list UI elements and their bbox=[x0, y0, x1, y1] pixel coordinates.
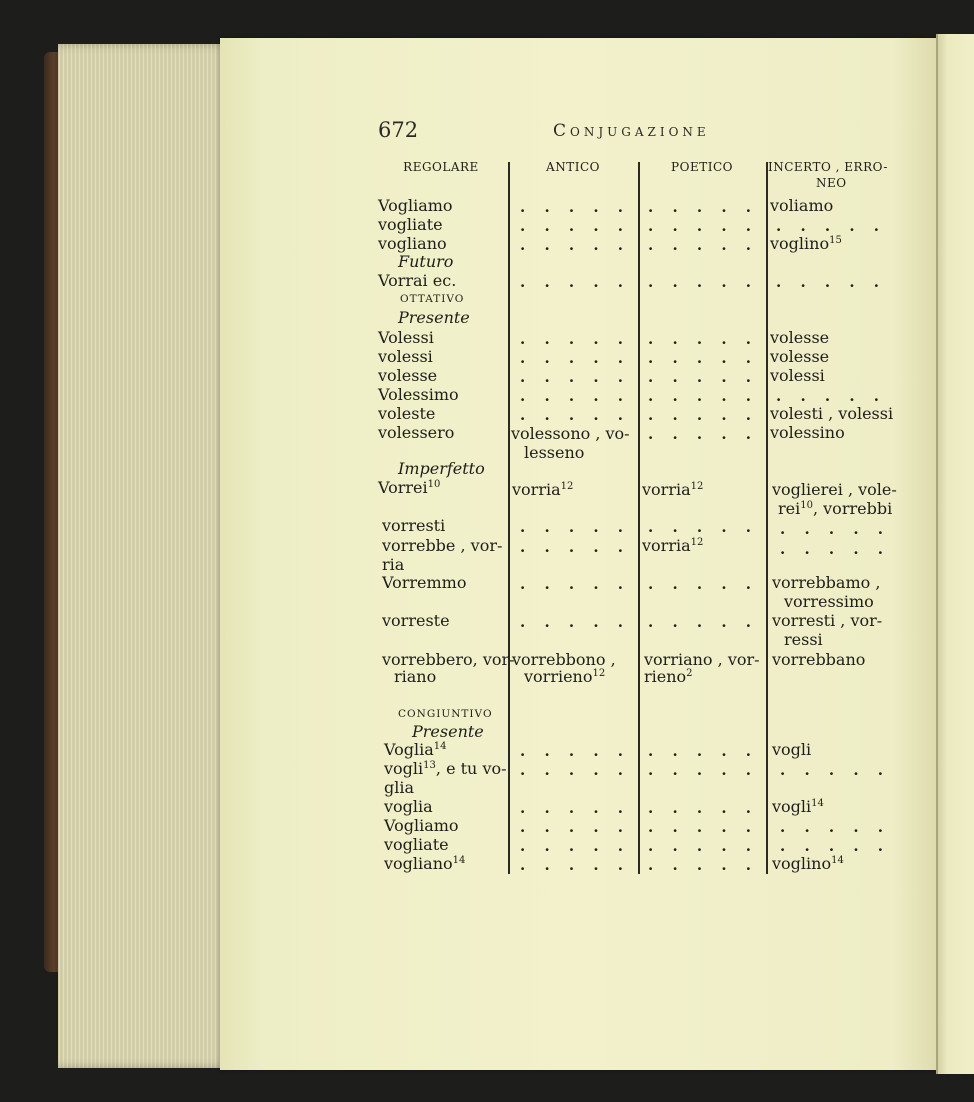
section-futuro: Futuro bbox=[398, 252, 454, 271]
regolare-cell: Volessi bbox=[378, 328, 434, 347]
dots-antico: . . . . . bbox=[520, 538, 630, 556]
regolare-cell: voglia bbox=[384, 797, 433, 816]
dots-antico: . . . . . bbox=[520, 349, 630, 367]
incerto-cell: rei$^{10}$, vorrebbi bbox=[778, 499, 893, 518]
dots-antico: . . . . . bbox=[520, 198, 630, 216]
dots-antico: . . . . . bbox=[520, 761, 630, 779]
dots-poetico: . . . . . bbox=[648, 856, 758, 874]
dots-antico: . . . . . bbox=[520, 837, 630, 855]
dots-poetico: . . . . . bbox=[648, 837, 758, 855]
regolare-cell: vorresti bbox=[382, 516, 446, 535]
dots-incerto: . . . . . bbox=[776, 273, 886, 291]
running-title: Conjugazione bbox=[553, 121, 710, 141]
dots-antico: . . . . . bbox=[520, 217, 630, 235]
antico-cell: lesseno bbox=[524, 443, 585, 462]
column-rule bbox=[508, 162, 510, 874]
dots-antico: . . . . . bbox=[520, 799, 630, 817]
regolare-cell: vogli$^{13}$, e tu vo- bbox=[384, 759, 507, 778]
incerto-cell: volesse bbox=[770, 347, 830, 366]
regolare-cell: vorrebbe , vor- bbox=[382, 536, 503, 555]
antico-cell: vorrieno$^{12}$ bbox=[524, 667, 606, 686]
dots-poetico: . . . . . bbox=[648, 575, 758, 593]
incerto-cell: voglino$^{15}$ bbox=[770, 234, 842, 253]
incerto-cell: ressi bbox=[784, 630, 823, 649]
column-header-poetico: POETICO bbox=[671, 160, 733, 174]
regolare-cell: Vogliamo bbox=[378, 196, 453, 215]
dots-poetico: . . . . . bbox=[648, 236, 758, 254]
incerto-cell: volessino bbox=[770, 423, 845, 442]
page-edges bbox=[58, 44, 230, 1068]
dots-incerto: . . . . . bbox=[780, 818, 890, 836]
regolare-cell: ria bbox=[382, 555, 405, 574]
dots-poetico: . . . . . bbox=[648, 330, 758, 348]
regolare-cell: volessi bbox=[378, 347, 433, 366]
antico-cell: volessono , vo- bbox=[511, 424, 630, 443]
incerto-cell: voglino$^{14}$ bbox=[772, 854, 844, 873]
regolare-cell: volesse bbox=[378, 366, 438, 385]
column-header-regolare: REGOLARE bbox=[403, 160, 479, 174]
dots-antico: . . . . . bbox=[520, 406, 630, 424]
section-imperfetto: Imperfetto bbox=[398, 459, 485, 478]
regolare-cell: vorrebbero, vor- bbox=[382, 650, 515, 669]
section-presente: Presente bbox=[398, 308, 470, 327]
dots-poetico: . . . . . bbox=[648, 217, 758, 235]
dots-incerto: . . . . . bbox=[780, 761, 890, 779]
column-header-antico: ANTICO bbox=[546, 160, 600, 174]
dots-incerto: . . . . . bbox=[780, 540, 890, 558]
antico-cell: vorria$^{12}$ bbox=[512, 480, 574, 499]
dots-poetico: . . . . . bbox=[648, 818, 758, 836]
incerto-cell: volesse bbox=[770, 328, 830, 347]
incerto-cell: voglierei , vole- bbox=[772, 480, 897, 499]
regolare-cell: Vorrai ec. bbox=[378, 271, 457, 290]
regolare-cell: Volessimo bbox=[378, 385, 459, 404]
dots-poetico: . . . . . bbox=[648, 387, 758, 405]
dots-poetico: . . . . . bbox=[648, 742, 758, 760]
regolare-cell: volessero bbox=[378, 423, 455, 442]
dots-poetico: . . . . . bbox=[648, 425, 758, 443]
antico-cell: vorrebbono , bbox=[512, 650, 616, 669]
dots-antico: . . . . . bbox=[520, 387, 630, 405]
dots-poetico: . . . . . bbox=[648, 349, 758, 367]
section-ottativo: OTTATIVO bbox=[400, 293, 465, 305]
column-header-incerto-cont: NEO bbox=[816, 176, 847, 190]
dots-poetico: . . . . . bbox=[648, 198, 758, 216]
incerto-cell: vogli bbox=[772, 740, 812, 759]
dots-incerto: . . . . . bbox=[780, 837, 890, 855]
dots-antico: . . . . . bbox=[520, 613, 630, 631]
dots-incerto: . . . . . bbox=[776, 387, 886, 405]
poetico-cell: vorria$^{12}$ bbox=[642, 480, 704, 499]
facing-page-edge bbox=[936, 34, 974, 1074]
dots-incerto: . . . . . bbox=[776, 217, 886, 235]
regolare-cell: vorreste bbox=[382, 611, 450, 630]
page-gutter bbox=[936, 34, 938, 1074]
poetico-cell: vorria$^{12}$ bbox=[642, 536, 704, 555]
poetico-cell: vorriano , vor- bbox=[644, 650, 760, 669]
column-rule bbox=[638, 162, 640, 874]
dots-antico: . . . . . bbox=[520, 818, 630, 836]
dots-poetico: . . . . . bbox=[648, 761, 758, 779]
column-header-incerto: INCERTO , ERRO- bbox=[768, 160, 888, 174]
regolare-cell: Vorrei$^{10}$ bbox=[378, 478, 441, 497]
poetico-cell: rieno$^2$ bbox=[644, 667, 693, 686]
regolare-cell: riano bbox=[394, 667, 437, 686]
dots-poetico: . . . . . bbox=[648, 799, 758, 817]
column-rule bbox=[766, 162, 768, 874]
dots-antico: . . . . . bbox=[520, 575, 630, 593]
dots-antico: . . . . . bbox=[520, 856, 630, 874]
incerto-cell: volessi bbox=[770, 366, 825, 385]
regolare-cell: vogliano$^{14}$ bbox=[384, 854, 466, 873]
incerto-cell: vorrebbano bbox=[772, 650, 866, 669]
incerto-cell: volesti , volessi bbox=[770, 404, 894, 423]
regolare-cell: voleste bbox=[378, 404, 436, 423]
dots-poetico: . . . . . bbox=[648, 368, 758, 386]
dots-antico: . . . . . bbox=[520, 368, 630, 386]
conjugation-table bbox=[376, 160, 896, 880]
section-presente-2: Presente bbox=[412, 722, 484, 741]
dots-antico: . . . . . bbox=[520, 273, 630, 291]
regolare-cell: Voglia$^{14}$ bbox=[384, 740, 447, 759]
incerto-cell: vorrebbamo , bbox=[772, 573, 881, 592]
incerto-cell: voliamo bbox=[770, 196, 834, 215]
dots-poetico: . . . . . bbox=[648, 518, 758, 536]
dots-antico: . . . . . bbox=[520, 236, 630, 254]
regolare-cell: vogliate bbox=[384, 835, 449, 854]
dots-incerto: . . . . . bbox=[780, 520, 890, 538]
dots-poetico: . . . . . bbox=[648, 613, 758, 631]
dots-antico: . . . . . bbox=[520, 742, 630, 760]
dots-poetico: . . . . . bbox=[648, 406, 758, 424]
regolare-cell: Vogliamo bbox=[384, 816, 459, 835]
regolare-cell: vogliate bbox=[378, 215, 443, 234]
page-number: 672 bbox=[378, 118, 419, 142]
dots-antico: . . . . . bbox=[520, 518, 630, 536]
incerto-cell: vorressimo bbox=[784, 592, 874, 611]
regolare-cell: glia bbox=[384, 778, 415, 797]
regolare-cell: vogliano bbox=[378, 234, 447, 253]
page-header bbox=[378, 118, 918, 148]
section-congiuntivo: CONGIUNTIVO bbox=[398, 708, 493, 720]
dots-antico: . . . . . bbox=[520, 330, 630, 348]
incerto-cell: vogli$^{14}$ bbox=[772, 797, 824, 816]
incerto-cell: vorresti , vor- bbox=[772, 611, 883, 630]
dots-poetico: . . . . . bbox=[648, 273, 758, 291]
regolare-cell: Vorremmo bbox=[382, 573, 467, 592]
